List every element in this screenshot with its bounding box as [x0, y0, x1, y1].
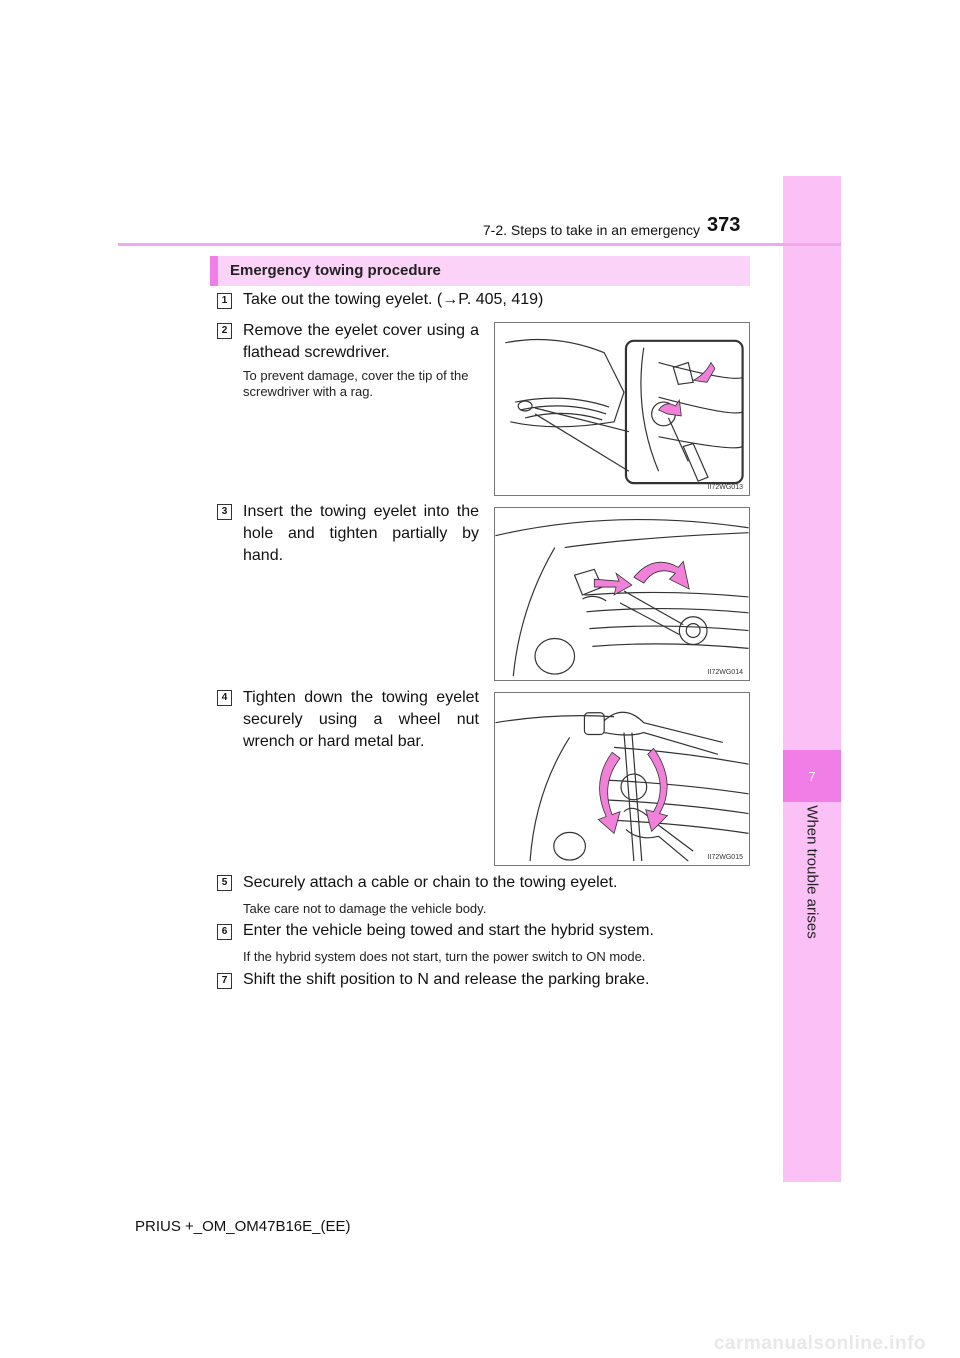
eyelet-insert-illustration [495, 508, 749, 680]
figure-tighten-eyelet [494, 692, 750, 866]
section-title: Emergency towing procedure [230, 262, 441, 279]
wrench-tighten-illustration [495, 693, 749, 865]
step-number-5: 5 [217, 875, 232, 891]
step-note-2: To prevent damage, cover the tip of the screwdriver with a rag. [243, 368, 469, 399]
section-heading-bar [210, 256, 750, 286]
step-note-5: Take care not to damage the vehicle body. [243, 901, 487, 916]
step-number-6: 6 [217, 924, 232, 940]
header-section-title: 7-2. Steps to take in an emergency [482, 222, 700, 238]
step-number-4: 4 [217, 690, 232, 706]
step-text-6: Enter the vehicle being towed and start the hybrid system. [243, 922, 654, 939]
chapter-title: When trouble arises [803, 805, 821, 939]
step-text-3: Insert the towing eyelet into the hole and tighten partially by hand. [243, 503, 479, 564]
chapter-number: 7 [783, 750, 841, 802]
watermark: carmanualsonline.info [713, 1333, 926, 1354]
header-divider [118, 243, 841, 246]
step-number-2: 2 [217, 323, 232, 339]
figure-code: II72WG013 [707, 484, 743, 491]
page-number: 373 [707, 214, 741, 236]
step-number-1: 1 [217, 293, 232, 309]
step-text-4: Tighten down the towing eyelet securely using a wheel nut wrench or hard metal bar. [243, 689, 479, 750]
step-note-6: If the hybrid system does not start, turn the power switch to ON mode. [243, 949, 646, 964]
figure-insert-eyelet [494, 507, 750, 681]
chapter-tab [783, 176, 841, 1182]
figure-code: II72WG015 [707, 854, 743, 861]
screwdriver-illustration [495, 323, 749, 495]
step-number-3: 3 [217, 504, 232, 520]
step-text-1: Take out the towing eyelet. (→P. 405, 419) [243, 291, 544, 308]
step-number-7: 7 [217, 973, 232, 989]
figure-remove-eyelet-cover [494, 322, 750, 496]
step-text-2: Remove the eyelet cover using a flathead screwdriver. [243, 322, 479, 361]
step-text-7: Shift the shift position to N and release the parking brake. [243, 971, 650, 988]
step-text-5: Securely attach a cable or chain to the towing eyelet. [243, 874, 618, 891]
document-footer: PRIUS +_OM_OM47B16E_(EE) [135, 1218, 351, 1235]
figure-code: II72WG014 [707, 669, 743, 676]
